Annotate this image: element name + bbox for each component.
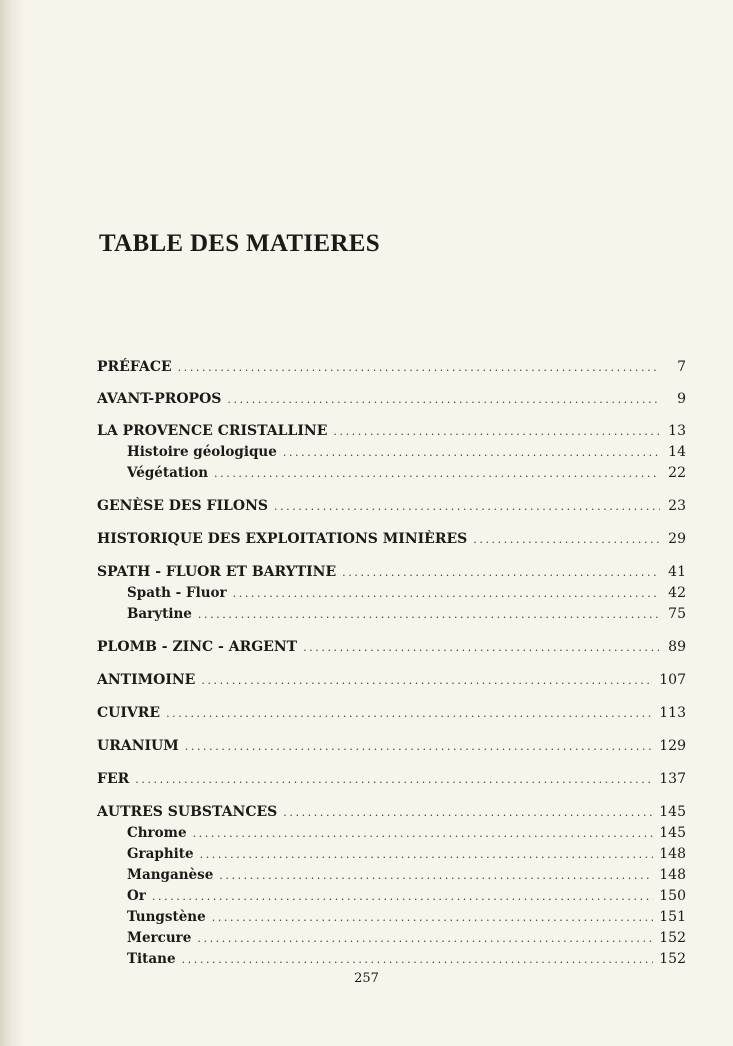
dot-leader [214, 463, 660, 484]
toc-page-number: 75 [668, 606, 686, 622]
toc-page-number: 22 [668, 465, 686, 481]
dot-leader [166, 703, 653, 724]
toc-entry-label: AUTRES SUBSTANCES [97, 804, 278, 820]
toc-entry-label: Graphite [127, 846, 194, 862]
dot-leader [200, 844, 654, 865]
dot-leader [333, 421, 660, 442]
toc-page-number: 148 [659, 867, 686, 883]
toc-page-number: 13 [668, 423, 686, 439]
toc-entry-label: Barytine [127, 606, 192, 622]
toc-page-number: 129 [659, 738, 686, 754]
toc-entry-label: AVANT-PROPOS [97, 391, 222, 407]
toc-entry-label: Végétation [127, 465, 209, 481]
toc-subentry-vegetation[interactable] [97, 463, 686, 484]
toc-entry-label: GENÈSE DES FILONS [97, 498, 268, 514]
dot-leader [193, 823, 654, 844]
toc-subentry-manganese[interactable] [97, 865, 686, 886]
dot-leader [135, 769, 653, 790]
toc-page-number: 152 [659, 951, 686, 967]
toc-entry-label: Histoire géologique [127, 444, 277, 460]
toc-page-number: 23 [668, 498, 686, 514]
dot-leader [219, 865, 653, 886]
toc-page-number: 148 [659, 846, 686, 862]
toc-subentry-titane[interactable] [97, 949, 686, 970]
page-binding-edge [0, 0, 26, 1046]
toc-entry-label: Spath - Fluor [127, 585, 227, 601]
page-title: TABLE DES MATIERES [99, 230, 380, 257]
toc-entry-label: SPATH - FLUOR ET BARYTINE [97, 564, 337, 580]
toc-entry-label: Tungstène [127, 909, 206, 925]
toc-entry-label: Mercure [127, 930, 192, 946]
toc-entry-label: Chrome [127, 825, 187, 841]
toc-entry-label: Titane [127, 951, 176, 967]
table-of-contents [97, 357, 686, 970]
toc-page-number: 41 [668, 564, 686, 580]
dot-leader [274, 496, 660, 517]
toc-entry-label: PRÉFACE [97, 359, 172, 375]
toc-entry-spath-fluor-barytine[interactable] [97, 562, 686, 583]
toc-page-number: 113 [659, 705, 686, 721]
toc-entry-label: Or [127, 888, 146, 904]
dot-leader [342, 562, 660, 583]
dot-leader [227, 389, 660, 410]
toc-subentry-chrome[interactable] [97, 823, 686, 844]
dot-leader [182, 949, 654, 970]
dot-leader [152, 886, 653, 907]
toc-entry-provence-cristalline[interactable] [97, 421, 686, 442]
toc-entry-antimoine[interactable] [97, 670, 686, 691]
dot-leader [201, 670, 653, 691]
toc-entry-label: HISTORIQUE DES EXPLOITATIONS MINIÈRES [97, 531, 468, 547]
toc-entry-historique-exploitations[interactable] [97, 529, 686, 550]
toc-page-number: 151 [659, 909, 686, 925]
toc-page-number: 89 [668, 639, 686, 655]
toc-entry-autres-substances[interactable] [97, 802, 686, 823]
toc-subentry-spath-fluor[interactable] [97, 583, 686, 604]
toc-entry-genese-des-filons[interactable] [97, 496, 686, 517]
toc-page-number: 152 [659, 930, 686, 946]
toc-subentry-tungstene[interactable] [97, 907, 686, 928]
toc-entry-label: Manganèse [127, 867, 214, 883]
toc-page-number: 137 [659, 771, 686, 787]
dot-leader [283, 802, 653, 823]
toc-entry-cuivre[interactable] [97, 703, 686, 724]
dot-leader [303, 637, 660, 658]
toc-subentry-or[interactable] [97, 886, 686, 907]
toc-page-number: 29 [668, 531, 686, 547]
toc-page-number: 150 [659, 888, 686, 904]
toc-page-number: 107 [659, 672, 686, 688]
toc-subentry-graphite[interactable] [97, 844, 686, 865]
toc-entry-preface[interactable] [97, 357, 686, 378]
toc-entry-avant-propos[interactable] [97, 389, 686, 410]
toc-entry-fer[interactable] [97, 769, 686, 790]
dot-leader [185, 736, 654, 757]
toc-subentry-histoire-geologique[interactable] [97, 442, 686, 463]
toc-entry-plomb-zinc-argent[interactable] [97, 637, 686, 658]
toc-page-number: 9 [677, 391, 686, 407]
toc-subentry-barytine[interactable] [97, 604, 686, 625]
toc-entry-uranium[interactable] [97, 736, 686, 757]
toc-page-number: 145 [659, 804, 686, 820]
toc-entry-label: CUIVRE [97, 705, 161, 721]
dot-leader [283, 442, 660, 463]
toc-entry-label: PLOMB - ZINC - ARGENT [97, 639, 298, 655]
toc-page-number: 145 [659, 825, 686, 841]
page-number-footer: 257 [354, 971, 379, 986]
toc-entry-label: ANTIMOINE [97, 672, 196, 688]
dot-leader [198, 604, 660, 625]
toc-subentry-mercure[interactable] [97, 928, 686, 949]
toc-page-number: 42 [668, 585, 686, 601]
dot-leader [212, 907, 654, 928]
toc-entry-label: LA PROVENCE CRISTALLINE [97, 423, 328, 439]
dot-leader [233, 583, 660, 604]
toc-page-number: 14 [668, 444, 686, 460]
dot-leader [197, 928, 653, 949]
toc-page-number: 7 [677, 359, 686, 375]
dot-leader [178, 357, 660, 378]
toc-entry-label: URANIUM [97, 738, 179, 754]
toc-entry-label: FER [97, 771, 130, 787]
dot-leader [473, 529, 660, 550]
